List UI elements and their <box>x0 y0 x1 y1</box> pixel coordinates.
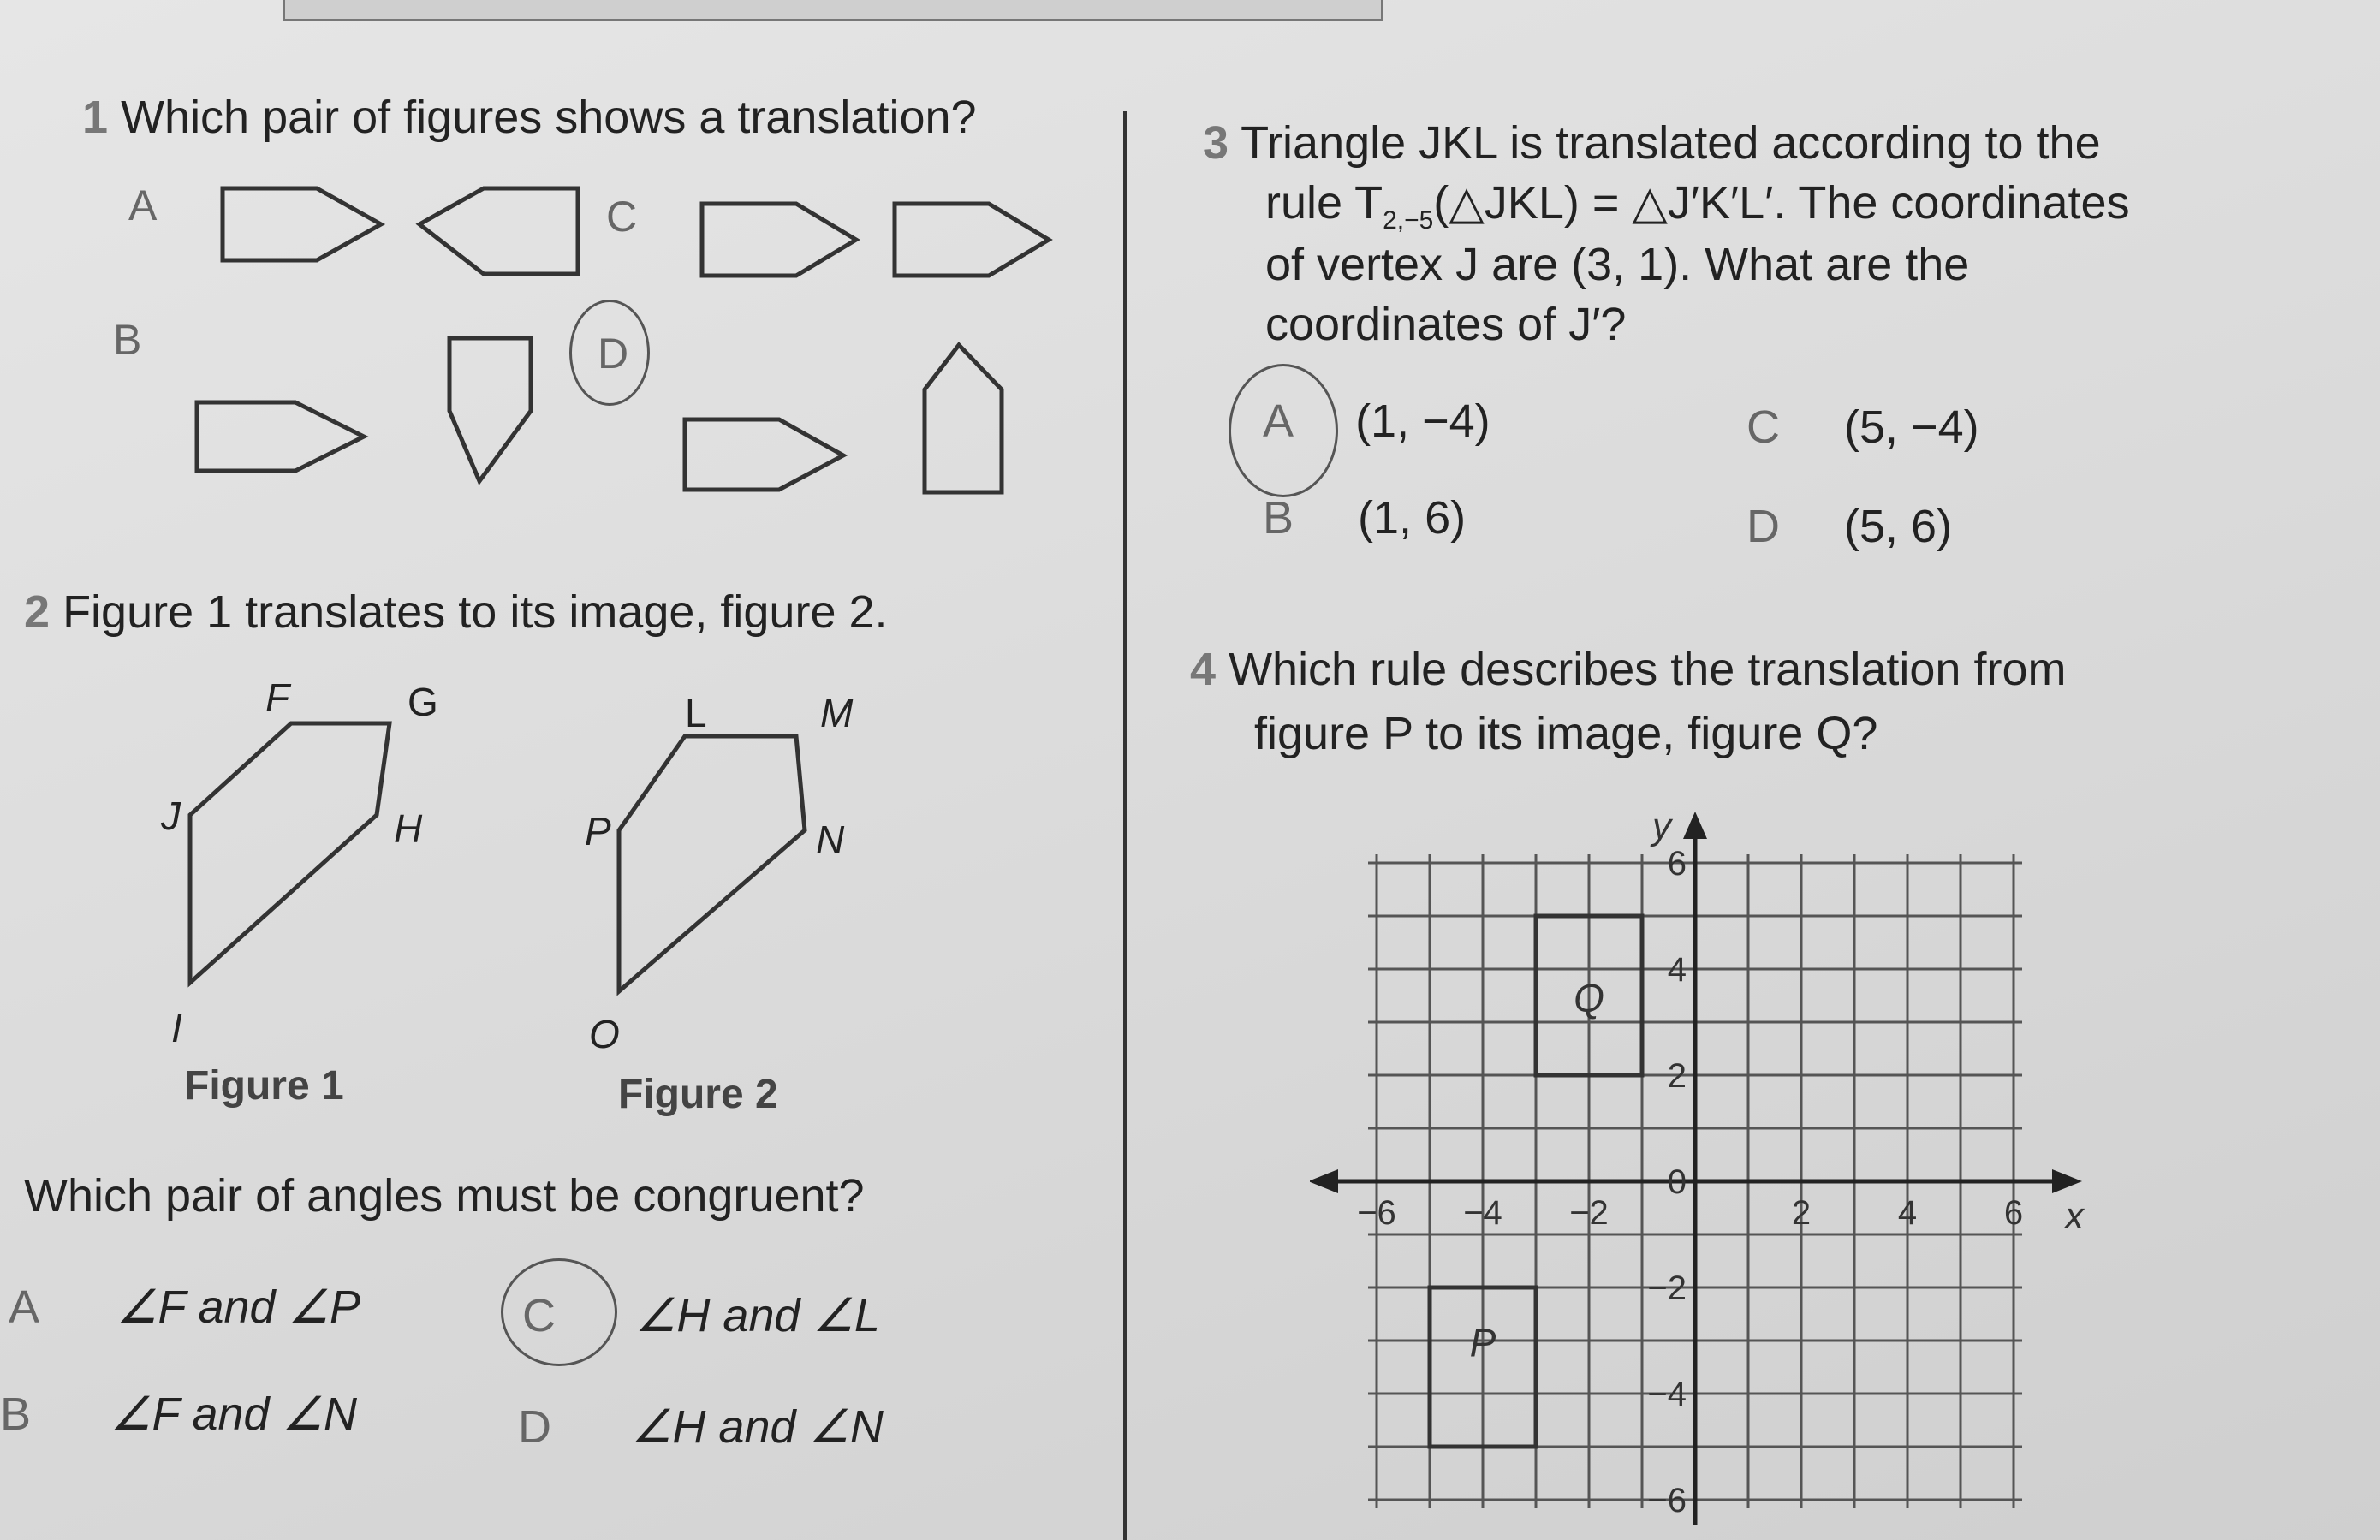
q1-number: 1 <box>82 92 109 143</box>
fig2-label-p: P <box>585 809 611 853</box>
q3-line2 <box>1265 177 2130 235</box>
y-tick-label: −6 <box>1647 1482 1687 1519</box>
q1-c-shape-1 <box>702 204 856 276</box>
fig2-label-o: O <box>589 1012 620 1056</box>
q2-choice-b[interactable] <box>0 1388 357 1440</box>
q1-a-shape-1 <box>223 188 381 260</box>
q2-choice-d[interactable] <box>518 1401 884 1453</box>
figure-p-label: P <box>1469 1320 1496 1365</box>
q2-choice-a-text: ∠F and ∠P <box>116 1281 361 1333</box>
column-divider <box>1123 111 1127 1540</box>
x-tick-label: 4 <box>1897 1194 1918 1232</box>
q4-number: 4 <box>1190 644 1217 695</box>
q3-rule-label: rule T <box>1265 177 1383 229</box>
q3-line3: of vertex J are (3, 1). What are the <box>1265 239 1970 290</box>
figure2-caption: Figure 2 <box>618 1072 778 1117</box>
q3-line2-text: (△JKL) = △J′K′L′. The coordinates <box>1433 177 2130 229</box>
q1-option-d[interactable]: D <box>598 330 629 378</box>
q1-c-shape-2 <box>895 204 1049 276</box>
q2-choice-a[interactable] <box>9 1281 361 1333</box>
fig2-label-m: M <box>820 691 854 735</box>
q3-rule-subscript: 2,−5 <box>1383 205 1434 235</box>
figure2-shape <box>619 736 805 991</box>
x-axis-arrow-left <box>1310 1169 1338 1193</box>
q1-a-shape-2 <box>419 188 578 274</box>
y-tick-label: 4 <box>1667 951 1687 989</box>
q1-d-shape-1 <box>685 419 843 490</box>
fig2-label-n: N <box>816 818 845 862</box>
figure1-shape <box>190 723 390 983</box>
q3-line4: coordinates of J′? <box>1265 299 1627 350</box>
q2-choice-a-letter: A <box>9 1281 38 1333</box>
q3-line1 <box>1203 117 2101 169</box>
q3-choice-b-text: (1, 6) <box>1358 492 1467 544</box>
figure1-caption: Figure 1 <box>184 1063 344 1109</box>
y-axis-arrow-up <box>1683 812 1707 839</box>
q1-option-a[interactable]: A <box>128 181 158 229</box>
q2-prompt <box>24 586 888 638</box>
q3-line1-text: Triangle JKL is translated according to the <box>1241 117 2101 169</box>
q1-shapes <box>0 0 1113 531</box>
q2-choice-b-letter: B <box>0 1388 32 1440</box>
x-tick-label: −4 <box>1463 1194 1502 1232</box>
q1-d-shape-2 <box>925 345 1002 492</box>
y-tick-label: 6 <box>1667 845 1687 883</box>
q2-question: Which pair of angles must be congruent? <box>24 1170 865 1222</box>
q3-choice-c-letter: C <box>1746 401 1780 453</box>
fig1-label-h: H <box>394 806 423 851</box>
q4-coordinate-grid <box>1310 805 2097 1540</box>
y-tick-label: −4 <box>1647 1376 1687 1413</box>
q3-answer-circle <box>1229 364 1338 497</box>
q3-choice-c[interactable] <box>1746 401 1979 453</box>
q1-option-c[interactable]: C <box>606 193 638 241</box>
q2-choice-c-letter: C <box>522 1290 556 1341</box>
fig1-label-j: J <box>161 794 181 838</box>
x-tick-label: −2 <box>1569 1194 1609 1232</box>
q2-text: Figure 1 translates to its image, figure 2. <box>62 586 888 638</box>
fig1-label-f: F <box>265 675 290 720</box>
q2-choice-d-text: ∠H and ∠N <box>631 1401 884 1453</box>
y-tick-label: 0 <box>1667 1163 1687 1201</box>
q3-choice-a-letter: A <box>1263 395 1292 447</box>
fig2-label-l: L <box>685 691 707 735</box>
q3-choice-d-text: (5, 6) <box>1844 501 1953 552</box>
q3-choice-d[interactable] <box>1746 503 1952 550</box>
x-tick-label: 2 <box>1791 1194 1812 1232</box>
q2-figures <box>0 651 1113 1130</box>
q2-number: 2 <box>24 586 51 638</box>
x-tick-label: 6 <box>2003 1194 2024 1232</box>
fig1-label-g: G <box>408 680 438 724</box>
q2-answer-circle <box>501 1258 617 1366</box>
q4-line1-text: Which rule describes the translation from <box>1229 644 2067 695</box>
q3-choice-a-text: (1, −4) <box>1355 395 1490 447</box>
x-axis-arrow-right <box>2052 1169 2082 1193</box>
figure-q-label: Q <box>1574 975 1604 1020</box>
q3-choice-d-letter: D <box>1746 501 1780 552</box>
x-tick-label: −6 <box>1357 1194 1396 1232</box>
q3-number: 3 <box>1203 117 1229 169</box>
q3-choice-b-letter: B <box>1263 492 1294 544</box>
q3-choice-c-text: (5, −4) <box>1844 401 1979 453</box>
q1-b-shape-1 <box>197 402 364 471</box>
q1-option-b[interactable]: B <box>113 316 142 364</box>
q2-choice-c-text: ∠H and ∠L <box>635 1290 880 1341</box>
y-axis-label: y <box>1652 806 1671 847</box>
x-axis-label: x <box>2065 1195 2084 1237</box>
q4-line2: figure P to its image, figure Q? <box>1254 708 1878 759</box>
q1-text: Which pair of figures shows a translation? <box>121 92 977 143</box>
fig1-label-i: I <box>171 1006 182 1050</box>
q4-line1 <box>1190 646 2066 693</box>
q2-choice-b-text: ∠F and ∠N <box>110 1388 357 1440</box>
y-tick-label: 2 <box>1667 1057 1687 1095</box>
y-tick-label: −2 <box>1647 1269 1687 1307</box>
q1-b-shape-2 <box>449 338 531 481</box>
q3-choice-b[interactable] <box>1263 492 1467 544</box>
q2-choice-d-letter: D <box>518 1401 551 1453</box>
